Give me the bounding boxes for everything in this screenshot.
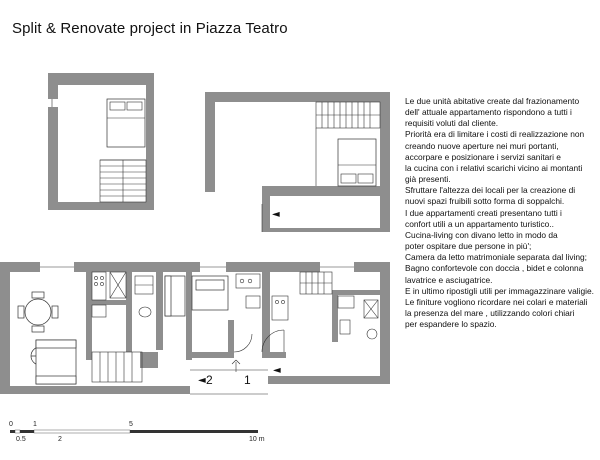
description-line: Cucina-living con divano letto in modo da: [405, 229, 558, 240]
wall: [332, 290, 380, 295]
description-line: accorpare e posizionare i servizi sanitari e: [405, 151, 561, 162]
ground-floor-plan: [0, 262, 390, 394]
scale-tick-label: 5: [129, 421, 133, 428]
entry-arrow-icon: ◄: [198, 375, 206, 386]
wall: [48, 202, 154, 210]
description-line: nuovi spazi fruibili sotto forma di soppalchi.: [405, 196, 565, 207]
description-line: creando nuove aperture nei muri portanti,: [405, 140, 559, 151]
scale-bar: [10, 430, 258, 433]
wall: [156, 272, 163, 350]
wall: [186, 272, 192, 360]
stair-icon: [316, 102, 380, 128]
description-line: Priorità era di limitare i costi di realizzazione non: [405, 129, 585, 140]
description-line: Bagno confortevole con doccia , bidet e colonna: [405, 263, 584, 274]
description-line: per espandere lo spazio.: [405, 319, 497, 330]
scale-tick-label: 10 m: [249, 436, 265, 443]
wall: [228, 320, 234, 358]
pillow-icon: [127, 102, 142, 110]
wall: [86, 272, 92, 360]
kitchen-counter-icon: [272, 296, 354, 334]
wall: [0, 262, 10, 394]
sofa-icon: [165, 276, 185, 316]
wall: [262, 352, 286, 358]
bed-icon: [192, 276, 228, 310]
description-line: confort utili a un appartamento turistico..: [405, 218, 554, 229]
wall: [146, 73, 154, 210]
wall: [332, 290, 338, 342]
wall: [0, 386, 190, 394]
wall: [92, 300, 130, 305]
stair-icon: [92, 352, 142, 382]
pillow-icon: [358, 174, 373, 183]
entry-arrow-icon: ◄: [273, 365, 281, 376]
unit-number-label: 2: [206, 373, 213, 387]
wall: [380, 92, 390, 232]
wall: [380, 262, 390, 382]
description-line: requisiti voluti dal cliente.: [405, 118, 499, 129]
scale-tick-label: 1: [33, 421, 37, 428]
bathroom-fixtures-icon: [364, 300, 378, 339]
sofa-bed-icon: [36, 340, 76, 384]
description-line: I due appartamenti creati presentano tutti i: [405, 207, 562, 218]
wall: [140, 352, 158, 368]
description-line: Le finiture vogliono ricordare nei colari e materiali: [405, 296, 588, 307]
description-line: Camera da letto matrimoniale separata dal living;: [405, 252, 588, 263]
wall: [262, 186, 390, 196]
mezzanine-plan-1: [48, 73, 154, 210]
description-line: la presenza del mare , utilizzando colori chiari: [405, 307, 575, 318]
stair-icon: [100, 160, 146, 202]
scale-tick-label: 0: [9, 421, 13, 428]
pillow-icon: [341, 174, 356, 183]
description-line: la cucina con i relativi scarichi vicino ai montanti: [405, 162, 583, 173]
pillow-icon: [110, 102, 125, 110]
wall: [205, 92, 390, 102]
unit-number-label: 1: [244, 373, 251, 387]
wall: [48, 73, 154, 85]
wall: [268, 376, 390, 384]
wall: [270, 228, 390, 232]
dining-table-icon: [18, 292, 58, 332]
entry-arrow-icon: ◄: [272, 209, 280, 220]
wall: [188, 352, 234, 358]
description-line: dell' attuale appartamento rispondono a tutti i: [405, 107, 572, 118]
kitchen-counter-icon: [236, 274, 260, 308]
mezzanine-plan-2: [205, 92, 390, 232]
wall: [205, 92, 215, 192]
description-line: già presenti.: [405, 174, 451, 185]
wall: [126, 272, 132, 352]
description-line: poter ospitare due persone in più';: [405, 241, 532, 252]
scale-tick-label: 0.5: [16, 436, 26, 443]
stair-icon: [300, 272, 332, 294]
description-line: lavatrice e asciugatrice.: [405, 274, 493, 285]
project-title: Split & Renovate project in Piazza Teatro: [12, 20, 288, 37]
description-line: Sfruttare l'altezza dei locali per la creazione di: [405, 185, 576, 196]
description-line: E in ultimo ripostigli utili per immagazzinare valigie.: [405, 285, 594, 296]
wall: [48, 73, 58, 210]
wall: [262, 186, 270, 232]
door-icon: [234, 330, 284, 352]
scale-tick-label: 2: [58, 436, 62, 443]
kitchen-counter-icon: [92, 272, 106, 317]
description-line: Le due unità abitative create dal frazionamento: [405, 96, 580, 106]
